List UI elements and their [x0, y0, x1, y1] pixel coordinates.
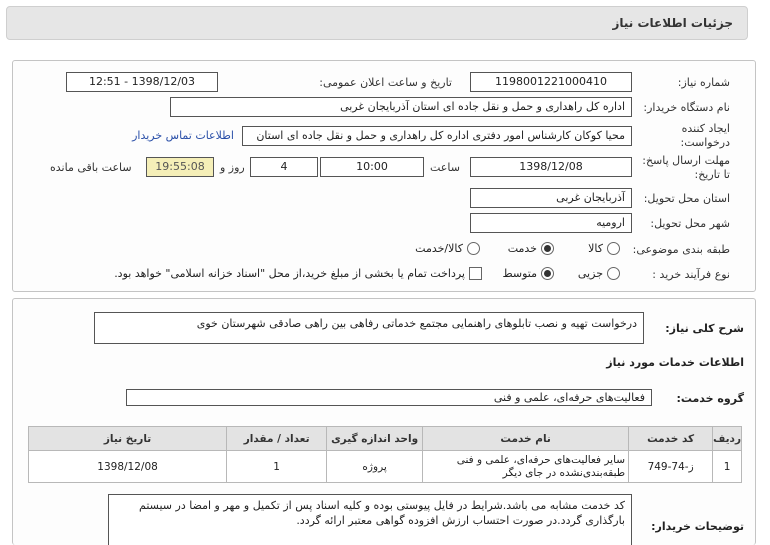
treasury-checkbox[interactable] — [469, 267, 482, 280]
table-header-row — [29, 427, 742, 451]
category-option-service[interactable] — [508, 242, 554, 255]
announce-datetime-field: 1398/12/03 - 12:51 — [66, 72, 218, 92]
table-row — [29, 451, 742, 483]
general-desc-label: شرح کلی نیاز: — [665, 322, 744, 335]
general-desc-field: درخواست تهیه و نصب تابلوهای راهنمایی مجتمع خدماتی رفاهی بین راهی صادقی شهرستان خوی — [94, 312, 644, 344]
deadline-time-label: ساعت — [430, 161, 460, 174]
city-field: ارومیه — [470, 213, 632, 233]
purchase-type-label: نوع فرآیند خرید : — [652, 268, 730, 281]
requester-label: ایجاد کننده درخواست: — [680, 122, 730, 149]
buyer-contact-link[interactable]: اطلاعات تماس خریدار — [132, 129, 234, 142]
buyer-org-field: اداره کل راهداری و حمل و نقل جاده ای استان آذربایجان غربی — [170, 97, 632, 117]
buyer-notes-field: کد خدمت مشابه می باشد.شرایط در فایل پیوستی بوده و کلیه اسناد پس از تکمیل و مهر و امضا در سیستم بارگذاری گردد.در صورت احتساب ارزش افزوده گواهی معتبر ارائه گردد. — [108, 494, 632, 545]
remaining-time-field: 19:55:08 — [146, 157, 214, 177]
radio-service[interactable] — [541, 242, 554, 255]
need-number-field: 1198001221000410 — [470, 72, 632, 92]
col-header-unit: واحد اندازه گیری — [327, 427, 423, 451]
col-header-row-number: ردیف — [713, 427, 742, 451]
deadline-date-field: 1398/12/08 — [470, 157, 632, 177]
services-table — [28, 426, 742, 483]
cell-service-name: سایر فعالیت‌های حرفه‌ای، علمی و فنی طبقه‌بندی‌نشده در جای دیگر — [423, 451, 629, 483]
remaining-time-label: ساعت باقی مانده — [50, 161, 132, 174]
cell-unit: پروژه — [327, 451, 423, 483]
purchase-option-minor[interactable] — [578, 267, 620, 280]
radio-goods[interactable] — [607, 242, 620, 255]
treasury-payment-option[interactable] — [114, 267, 482, 280]
service-group-field: فعالیت‌های حرفه‌ای، علمی و فنی — [126, 389, 652, 406]
deadline-label: مهلت ارسال پاسخ: تا تاریخ: — [642, 154, 730, 181]
requester-field: محیا کوکان کارشناس امور دفتری اداره کل راهداری و حمل و نقل جاده ای استان — [242, 126, 632, 146]
treasury-note-text: پرداخت تمام یا بخشی از مبلغ خرید،از محل "اسناد خزانه اسلامی" خواهد بود. — [114, 267, 465, 280]
deadline-time-field: 10:00 — [320, 157, 424, 177]
city-label: شهر محل تحویل: — [650, 217, 730, 230]
service-group-label: گروه خدمت: — [676, 392, 744, 405]
radio-goods-service[interactable] — [467, 242, 480, 255]
purchase-minor-text: جزیی — [577, 267, 603, 280]
category-goods-service-text: کالا/خدمت — [415, 242, 463, 255]
col-header-service-code: کد خدمت — [629, 427, 713, 451]
cell-quantity: 1 — [227, 451, 327, 483]
purchase-option-medium[interactable] — [502, 267, 554, 280]
buyer-org-label: نام دستگاه خریدار: — [643, 101, 730, 114]
cell-row-number: 1 — [713, 451, 742, 483]
buyer-notes-label: توضیحات خریدار: — [651, 520, 744, 533]
radio-minor[interactable] — [607, 267, 620, 280]
deadline-days-field: 4 — [250, 157, 318, 177]
province-label: استان محل تحویل: — [643, 192, 730, 205]
col-header-service-name: نام خدمت — [423, 427, 629, 451]
need-number-label: شماره نیاز: — [677, 76, 730, 89]
page-title: جزئیات اطلاعات نیاز — [612, 16, 733, 30]
category-option-goods-service[interactable] — [415, 242, 480, 255]
category-label: طبقه بندی موضوعی: — [632, 243, 730, 256]
radio-medium[interactable] — [541, 267, 554, 280]
category-option-goods[interactable] — [588, 242, 620, 255]
cell-need-date: 1398/12/08 — [29, 451, 227, 483]
page-header — [6, 6, 748, 40]
announce-datetime-label: تاریخ و ساعت اعلان عمومی: — [319, 76, 452, 89]
purchase-medium-text: متوسط — [502, 267, 537, 280]
deadline-days-label: روز و — [220, 161, 245, 174]
category-goods-text: کالا — [588, 242, 603, 255]
province-field: آذربایجان غربی — [470, 188, 632, 208]
col-header-need-date: تاریخ نیاز — [29, 427, 227, 451]
cell-service-code: ز-74-749 — [629, 451, 713, 483]
col-header-quantity: تعداد / مقدار — [227, 427, 327, 451]
services-info-title: اطلاعات خدمات مورد نیاز — [606, 356, 744, 369]
category-service-text: خدمت — [507, 242, 537, 255]
